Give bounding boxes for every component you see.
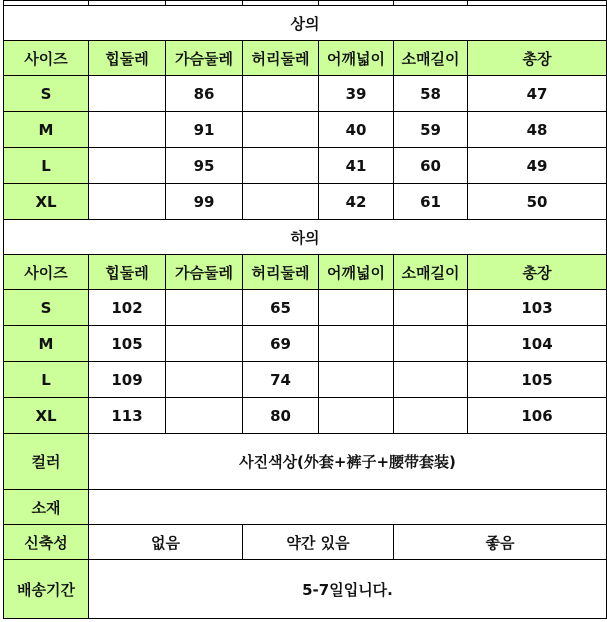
header-size: 사이즈 <box>4 255 89 290</box>
table-row <box>4 290 607 326</box>
value-cell <box>394 398 468 434</box>
value-cell: 91 <box>166 112 243 148</box>
header-chest: 가슴둘레 <box>166 255 243 290</box>
section-title-bottom: 하의 <box>4 220 607 255</box>
size-cell: S <box>4 76 89 112</box>
color-label: 컬러 <box>4 434 89 490</box>
material-row <box>4 490 607 525</box>
size-cell: M <box>4 326 89 362</box>
value-cell <box>243 148 319 184</box>
stretch-some: 약간 있음 <box>243 525 394 560</box>
shipping-row <box>4 560 607 619</box>
value-cell: 41 <box>319 148 394 184</box>
size-cell: L <box>4 362 89 398</box>
value-cell <box>166 326 243 362</box>
value-cell: 47 <box>468 76 607 112</box>
table-row <box>4 362 607 398</box>
stretch-good: 좋음 <box>394 525 607 560</box>
header-shoulder: 어깨넓이 <box>319 41 394 76</box>
value-cell: 69 <box>243 326 319 362</box>
value-cell <box>319 362 394 398</box>
value-cell: 113 <box>89 398 166 434</box>
header-waist: 허리둘레 <box>243 255 319 290</box>
header-hip: 힙둘레 <box>89 255 166 290</box>
header-sleeve: 소매길이 <box>394 41 468 76</box>
value-cell: 50 <box>468 184 607 220</box>
section-title-top: 상의 <box>4 6 607 41</box>
material-label: 소재 <box>4 490 89 525</box>
stretch-row <box>4 525 607 560</box>
header-hip: 힙둘레 <box>89 41 166 76</box>
value-cell <box>166 290 243 326</box>
value-cell <box>394 362 468 398</box>
header-length: 총장 <box>468 255 607 290</box>
material-value <box>89 490 607 525</box>
value-cell <box>89 184 166 220</box>
stretch-none: 없음 <box>89 525 243 560</box>
size-cell: M <box>4 112 89 148</box>
size-cell: XL <box>4 184 89 220</box>
value-cell: 74 <box>243 362 319 398</box>
value-cell: 99 <box>166 184 243 220</box>
color-row <box>4 434 607 490</box>
value-cell <box>243 76 319 112</box>
header-row-bottom <box>4 255 607 290</box>
value-cell: 103 <box>468 290 607 326</box>
value-cell <box>89 148 166 184</box>
value-cell: 61 <box>394 184 468 220</box>
value-cell <box>394 290 468 326</box>
value-cell <box>243 184 319 220</box>
value-cell: 48 <box>468 112 607 148</box>
value-cell: 59 <box>394 112 468 148</box>
header-row-top <box>4 41 607 76</box>
value-cell <box>319 290 394 326</box>
value-cell <box>319 398 394 434</box>
value-cell: 105 <box>468 362 607 398</box>
value-cell: 65 <box>243 290 319 326</box>
value-cell: 40 <box>319 112 394 148</box>
value-cell: 109 <box>89 362 166 398</box>
value-cell: 86 <box>166 76 243 112</box>
value-cell: 60 <box>394 148 468 184</box>
value-cell <box>166 398 243 434</box>
value-cell <box>89 112 166 148</box>
size-chart-table <box>3 0 607 619</box>
value-cell: 102 <box>89 290 166 326</box>
value-cell: 106 <box>468 398 607 434</box>
color-value: 사진색상(外套+裤子+腰带套装) <box>89 434 607 490</box>
header-waist: 허리둘레 <box>243 41 319 76</box>
value-cell <box>89 76 166 112</box>
value-cell <box>243 112 319 148</box>
value-cell: 39 <box>319 76 394 112</box>
header-size: 사이즈 <box>4 41 89 76</box>
table-row <box>4 76 607 112</box>
table-row <box>4 112 607 148</box>
value-cell: 42 <box>319 184 394 220</box>
value-cell: 95 <box>166 148 243 184</box>
header-length: 총장 <box>468 41 607 76</box>
value-cell <box>394 326 468 362</box>
table-row <box>4 398 607 434</box>
shipping-value: 5-7일입니다. <box>89 560 607 619</box>
value-cell: 80 <box>243 398 319 434</box>
header-sleeve: 소매길이 <box>394 255 468 290</box>
value-cell: 49 <box>468 148 607 184</box>
value-cell <box>319 326 394 362</box>
shipping-label: 배송기간 <box>4 560 89 619</box>
value-cell <box>166 362 243 398</box>
header-chest: 가슴둘레 <box>166 41 243 76</box>
size-cell: XL <box>4 398 89 434</box>
table-row <box>4 184 607 220</box>
value-cell: 105 <box>89 326 166 362</box>
value-cell: 104 <box>468 326 607 362</box>
table-row <box>4 326 607 362</box>
size-cell: S <box>4 290 89 326</box>
header-shoulder: 어깨넓이 <box>319 255 394 290</box>
size-cell: L <box>4 148 89 184</box>
table-row <box>4 148 607 184</box>
stretch-label: 신축성 <box>4 525 89 560</box>
value-cell: 58 <box>394 76 468 112</box>
